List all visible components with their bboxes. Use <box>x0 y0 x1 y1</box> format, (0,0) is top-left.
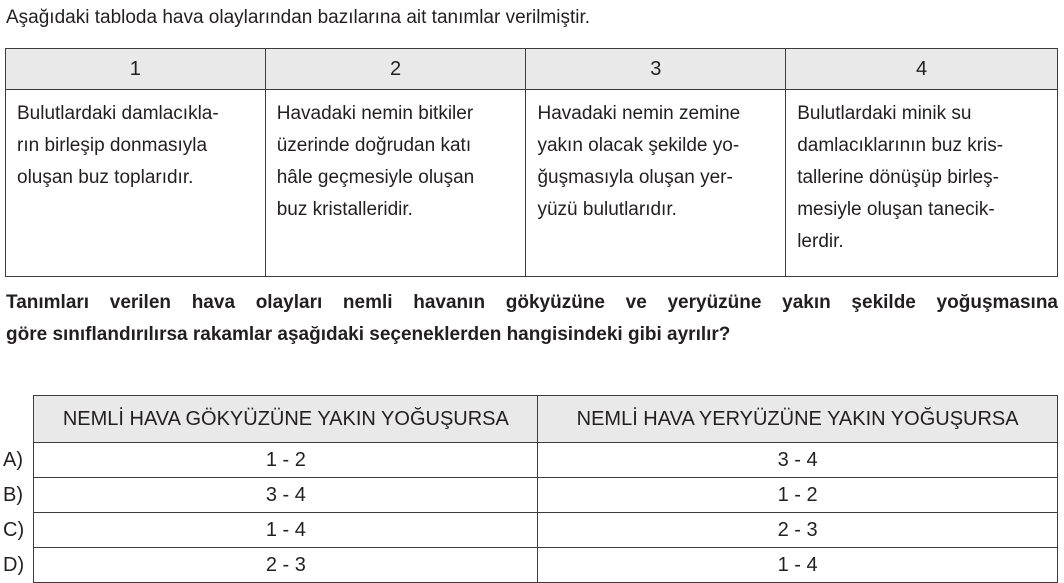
definition-line: lerdir. <box>797 231 844 252</box>
option-sky-value: 1 - 2 <box>34 443 538 478</box>
definition-line: buz kristalleridir. <box>276 199 413 220</box>
definition-line: ğuşmasıyla oluşan yer- <box>537 167 733 188</box>
option-ground-value: 3 - 4 <box>538 443 1058 478</box>
option-sky-value: 1 - 4 <box>34 513 538 548</box>
definition-number-1: 1 <box>6 49 266 90</box>
option-letter[interactable]: A) <box>3 448 23 471</box>
option-sky-value: 3 - 4 <box>34 478 538 513</box>
definition-line: oluşan buz toplarıdır. <box>17 167 194 188</box>
definition-line: Havadaki nemin bitkiler <box>276 103 474 124</box>
definition-text-3 <box>526 90 786 277</box>
intro-text: Aşağıdaki tabloda hava olaylarından bazılarına ait tanımlar verilmiştir. <box>6 7 591 28</box>
definitions-table <box>5 48 1058 277</box>
definition-line: hâle geçmesiyle oluşan <box>276 167 475 188</box>
definition-line: tallerine dönüşüp birleş- <box>797 167 999 188</box>
definition-line: rın birleşip donmasıyla <box>17 135 208 156</box>
definitions-number-row <box>6 49 1058 90</box>
option-row-b[interactable] <box>0 478 1058 513</box>
definition-line: Bulutlardaki damlacıkla- <box>17 103 219 124</box>
option-row-d[interactable] <box>0 548 1058 583</box>
definition-line: damlacıklarının buz kris- <box>797 135 1004 156</box>
option-letter[interactable]: B) <box>3 483 23 506</box>
question-text <box>6 287 1058 351</box>
option-row-a[interactable] <box>0 443 1058 478</box>
definition-text-4 <box>786 90 1058 277</box>
question-line-2: göre sınıflandırılırsa rakamlar aşağıdaki seçeneklerden hangisindeki gibi ayrılır? <box>6 324 731 345</box>
option-letter[interactable]: D) <box>3 553 25 576</box>
options-header-row <box>0 396 1058 443</box>
option-ground-value: 1 - 2 <box>538 478 1058 513</box>
option-row-c[interactable] <box>0 513 1058 548</box>
definition-number-2: 2 <box>265 49 526 90</box>
definition-line: yakın olacak şekilde yo- <box>537 135 740 156</box>
options-table <box>0 395 1058 583</box>
option-ground-value: 1 - 4 <box>538 548 1058 583</box>
option-sky-value: 2 - 3 <box>34 548 538 583</box>
header-sky: NEMLİ HAVA GÖKYÜZÜNE YAKIN YOĞUŞURSA <box>34 396 538 443</box>
definitions-text-row <box>6 90 1058 277</box>
definition-text-2 <box>265 90 526 277</box>
definition-text-1 <box>6 90 266 277</box>
definition-line: Havadaki nemin zemine <box>537 103 741 124</box>
header-ground: NEMLİ HAVA YERYÜZÜNE YAKIN YOĞUŞURSA <box>538 396 1058 443</box>
option-ground-value: 2 - 3 <box>538 513 1058 548</box>
definition-line: Bulutlardaki minik su <box>797 103 972 124</box>
question-line-1: Tanımları verilen hava olayları nemli havanın gökyüzüne ve yeryüzüne yakın şekilde yoğuşmasına <box>6 292 1058 313</box>
definition-number-3: 3 <box>526 49 786 90</box>
definition-line: mesiyle oluşan tanecik- <box>797 199 995 220</box>
definition-line: üzerinde doğrudan katı <box>276 135 472 156</box>
definition-line: yüzü bulutlarıdır. <box>537 199 677 220</box>
definition-number-4: 4 <box>786 49 1058 90</box>
option-letter[interactable]: C) <box>3 518 25 541</box>
